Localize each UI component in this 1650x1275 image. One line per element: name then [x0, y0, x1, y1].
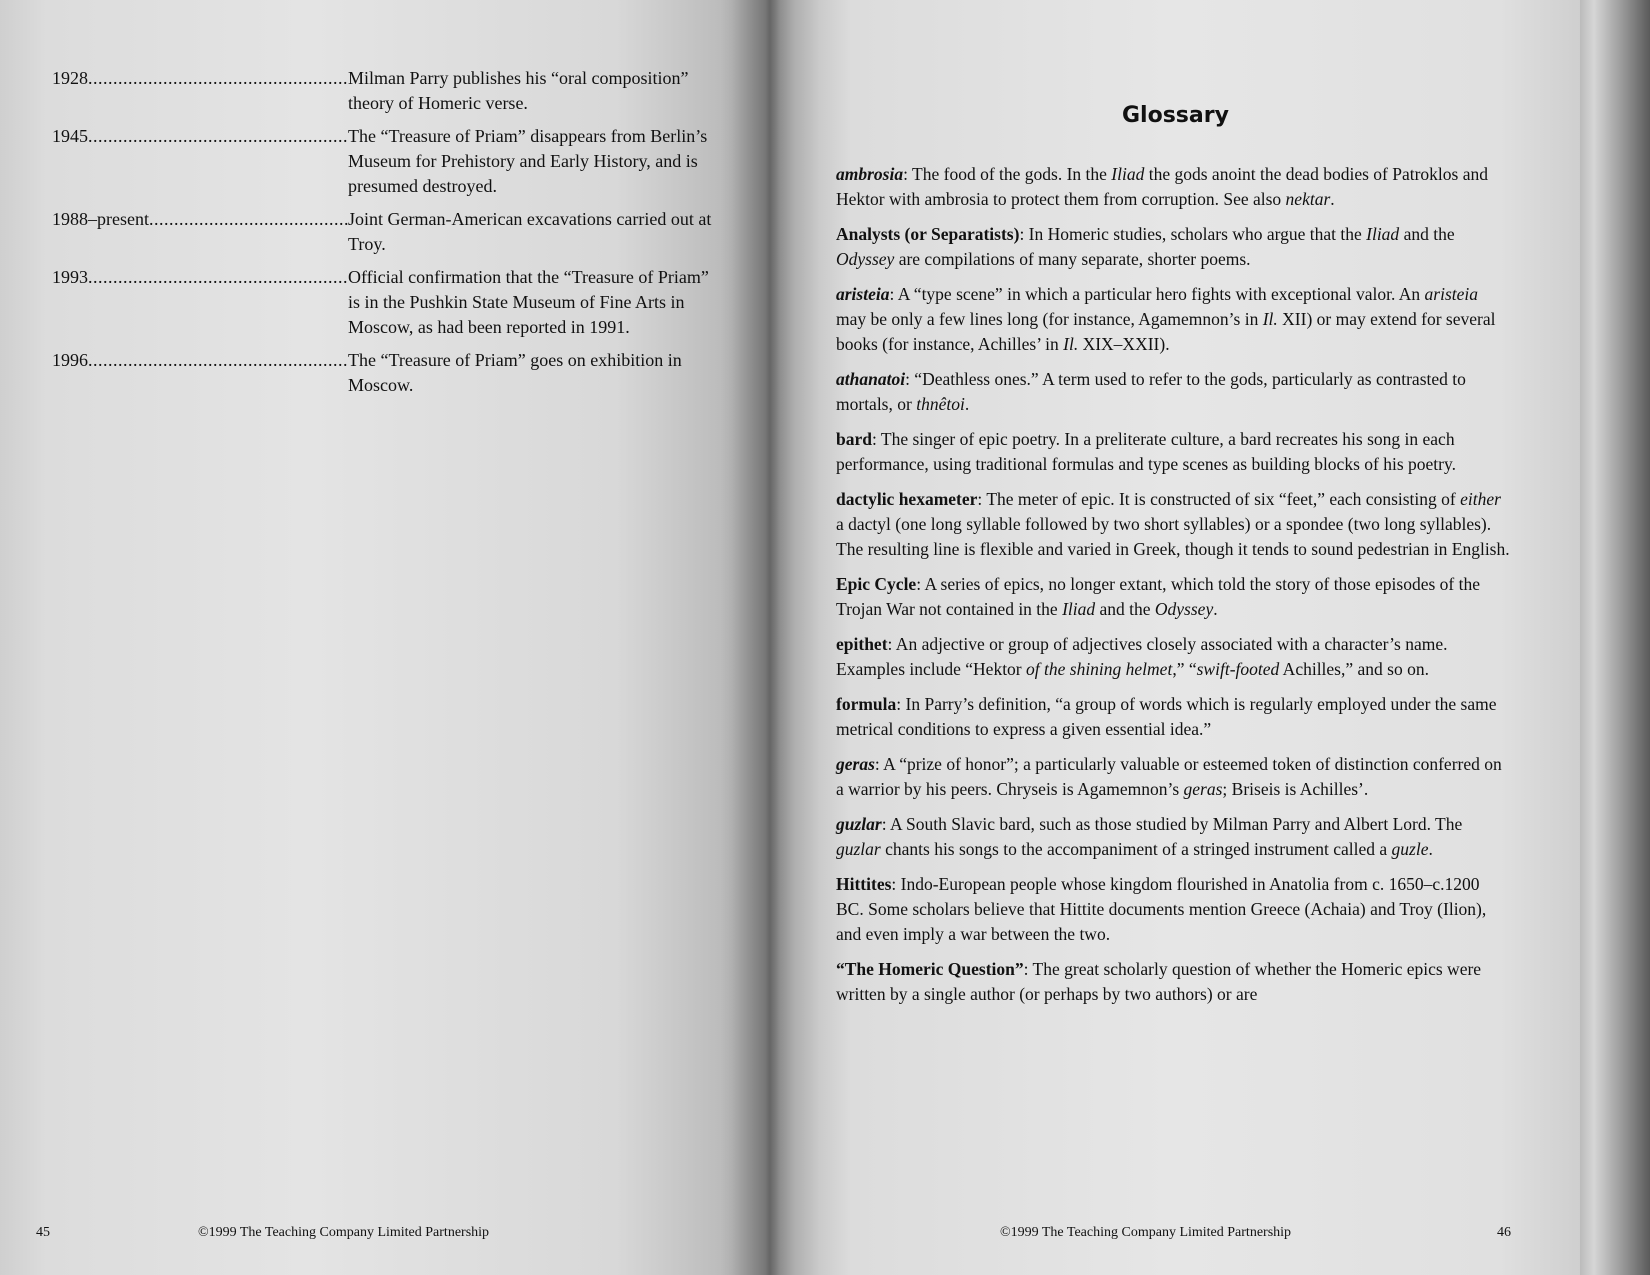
footer-copyright-left: ©1999 The Teaching Company Limited Partnership — [198, 1225, 490, 1240]
glossary-term: geras — [836, 754, 875, 774]
timeline-year: 1988–present ..... — [52, 207, 348, 257]
glossary-term: Hittites — [836, 874, 892, 894]
timeline-entry — [52, 265, 720, 340]
timeline-year: 1928 ..... — [52, 66, 348, 116]
glossary-list — [836, 162, 1511, 1017]
glossary-term: epithet — [836, 634, 888, 654]
timeline-entry — [52, 348, 720, 398]
glossary-term: guzlar — [836, 814, 882, 834]
glossary-term: aristeia — [836, 284, 890, 304]
glossary-entry: “The Homeric Question”: The great scholarly question of whether the Homeric epics were written by a single author (or perhaps by two authors) or are — [836, 959, 1482, 1004]
glossary-term: “The Homeric Question” — [836, 959, 1024, 979]
left-page — [0, 0, 770, 1275]
glossary-term: formula — [836, 694, 897, 714]
glossary-entry: guzlar: A South Slavic bard, such as those studied by Milman Parry and Albert Lord. The guzlar chants his songs to the accompaniment of a stringed instrument called a guzle. — [836, 814, 1463, 859]
glossary-entry: aristeia: A “type scene” in which a particular hero fights with exceptional valor. An aristeia may be only a few lines long (for instance, Agamemnon’s in Il. XII) or may extend for several books (for instance, Achilles’ in Il. XIX–XXII). — [836, 284, 1496, 354]
glossary-entry: Analysts (or Separatists): In Homeric studies, scholars who argue that the Iliad and the Odyssey are compilations of many separate, shorter poems. — [836, 224, 1455, 269]
glossary-entry: Epic Cycle: A series of epics, no longer extant, which told the story of those episodes of the Trojan War not contained in the Iliad and the Odyssey. — [836, 574, 1480, 619]
glossary-term: bard — [836, 429, 872, 449]
glossary-entry: bard: The singer of epic poetry. In a preliterate culture, a bard recreates his song in each performance, using traditional formulas and type scenes as building blocks of his poetry. — [836, 429, 1456, 474]
timeline-entry — [52, 124, 720, 199]
timeline-list — [52, 66, 720, 406]
glossary-entry: epithet: An adjective or group of adjectives closely associated with a character’s name. Examples include “Hektor of the shining helmet,” “swift-footed Achilles,” and so on. — [836, 634, 1448, 679]
glossary-entry: geras: A “prize of honor”; a particularly valuable or esteemed token of distinction conferred on a warrior by his peers. Chryseis is Agamemnon’s geras; Briseis is Achilles’. — [836, 754, 1502, 799]
glossary-term: Analysts (or Separatists) — [836, 224, 1020, 244]
timeline-entry — [52, 66, 720, 116]
glossary-term: athanatoi — [836, 369, 906, 389]
timeline-year: 1993 ..... — [52, 265, 348, 340]
timeline-year: 1996 ..... — [52, 348, 348, 398]
page-number-left: 45 — [36, 1225, 50, 1240]
timeline-text: The “Treasure of Priam” goes on exhibition in Moscow. — [348, 350, 682, 395]
glossary-entry: formula: In Parry’s definition, “a group of words which is regularly employed under the same metrical conditions to express a given essential idea.” — [836, 694, 1497, 739]
glossary-term: Epic Cycle — [836, 574, 917, 594]
page-number-right: 46 — [1497, 1225, 1511, 1240]
glossary-entry: athanatoi: “Deathless ones.” A term used to refer to the gods, particularly as contrasted to mortals, or thnêtoi. — [836, 369, 1466, 414]
glossary-entry: ambrosia: The food of the gods. In the Iliad the gods anoint the dead bodies of Patroklos and Hektor with ambrosia to protect them from corruption. See also nektar. — [836, 164, 1488, 209]
page-title: Glossary — [1122, 103, 1229, 128]
glossary-term: ambrosia — [836, 164, 904, 184]
page-edge — [1580, 0, 1650, 1275]
glossary-entry: dactylic hexameter: The meter of epic. It is constructed of six “feet,” each consisting of either a dactyl (one long syllable followed by two short syllables) or a spondee (two long syllables). The resulting line is flexible and varied in Greek, though it tends to sound pedestrian in English. — [836, 489, 1510, 559]
timeline-year: 1945 ..... — [52, 124, 348, 199]
timeline-entry — [52, 207, 720, 257]
timeline-text: Official confirmation that the “Treasure of Priam” is in the Pushkin State Museum of Fine Arts in Moscow, as had been reported in 1991. — [348, 267, 709, 337]
timeline-text: The “Treasure of Priam” disappears from Berlin’s Museum for Prehistory and Early History, and is presumed destroyed. — [348, 126, 708, 196]
glossary-entry: Hittites: Indo-European people whose kingdom flourished in Anatolia from c. 1650–c.1200 BC. Some scholars believe that Hittite documents mention Greece (Achaia) and Troy (Ilion), and even imply a war between the two. — [836, 874, 1487, 944]
timeline-text: Milman Parry publishes his “oral composition” theory of Homeric verse. — [348, 68, 689, 113]
glossary-term: dactylic hexameter — [836, 489, 978, 509]
footer-copyright-right: ©1999 The Teaching Company Limited Partnership — [1000, 1225, 1292, 1240]
timeline-text: Joint German-American excavations carried out at Troy. — [348, 209, 712, 254]
